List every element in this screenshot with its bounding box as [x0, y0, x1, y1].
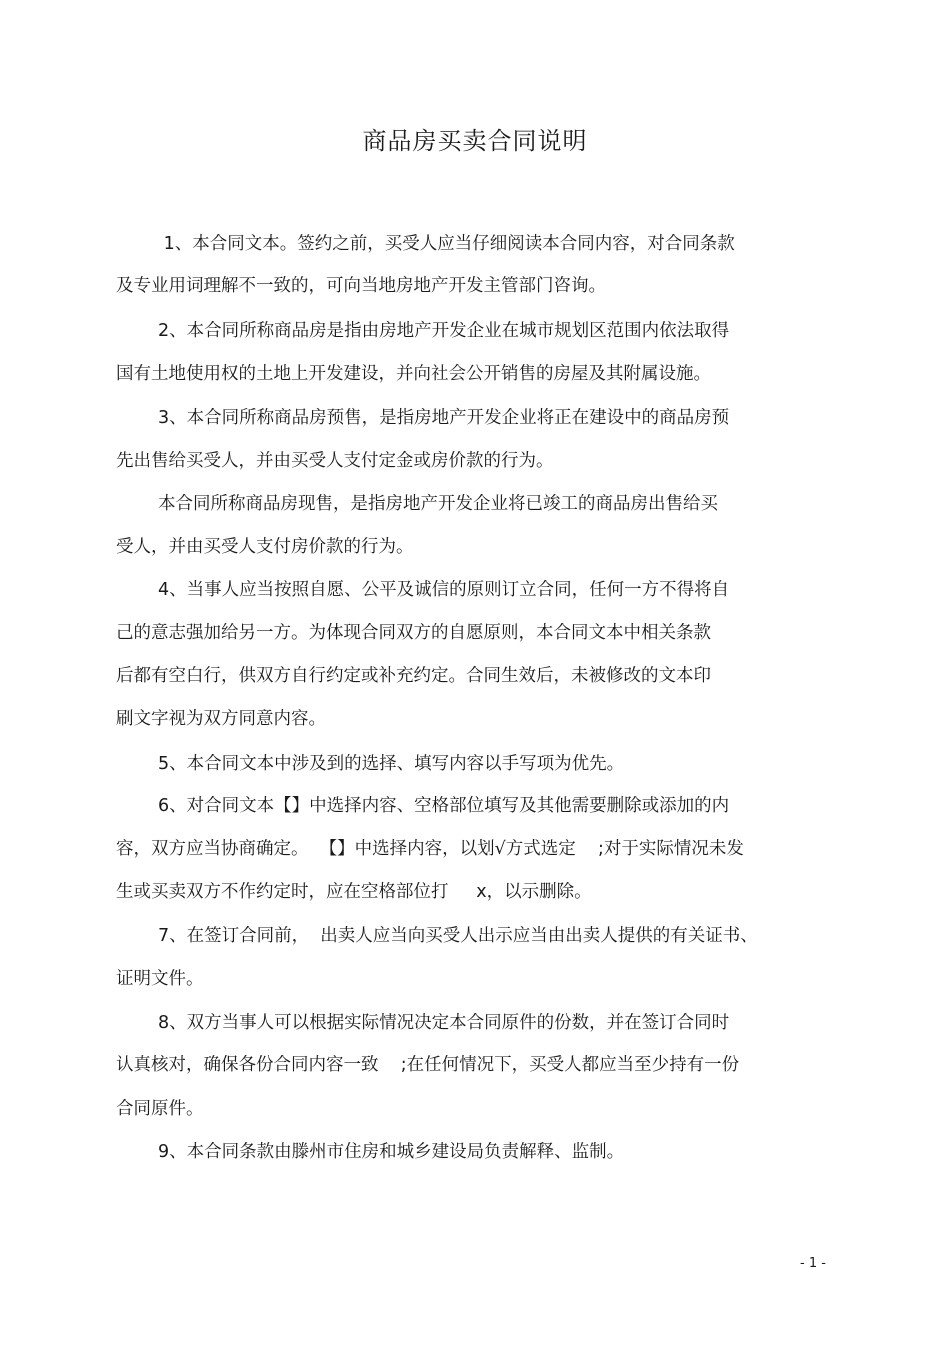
clause-3b-line-1: 本合同所称商品房现售，是指房地产开发企业将已竣工的商品房出售给买 — [158, 494, 718, 514]
clause-2-line-2: 国有土地使用权的土地上开发建设，并向社会公开销售的房屋及其附属设施。 — [116, 364, 711, 384]
clause-6-line-1: 6、对合同文本【】中选择内容、空格部位填写及其他需要删除或添加的内 — [158, 796, 730, 816]
clause-8-line-1: 8、双方当事人可以根据实际情况决定本合同原件的份数，并在签订合同时 — [158, 1013, 730, 1033]
clause-2-line-1: 2、本合同所称商品房是指由房地产开发企业在城市规划区范围内依法取得 — [158, 321, 730, 341]
clause-1-line-1: 1、本合同文本。签约之前，买受人应当仔细阅读本合同内容，对合同条款 — [158, 234, 735, 254]
document-title: 商品房买卖合同说明 — [362, 127, 588, 155]
clause-8-line-2: 认真核对，确保各份合同内容一致 ;在任何情况下，买受人都应当至少持有一份 — [116, 1055, 740, 1075]
clause-5-line-1: 5、本合同文本中涉及到的选择、填写内容以手写项为优先。 — [158, 754, 625, 774]
clause-3b-line-2: 受人，并由买受人支付房价款的行为。 — [116, 537, 414, 557]
clause-9-line-1: 9、本合同条款由滕州市住房和城乡建设局负责解释、监制。 — [158, 1142, 625, 1162]
clause-3-line-2: 先出售给买受人，并由买受人支付定金或房价款的行为。 — [116, 451, 554, 471]
clause-6-line-2: 容，双方应当协商确定。 【】中选择内容，以划√方式选定 ;对于实际情况未发 — [116, 839, 744, 859]
clause-7-line-1: 7、在签订合同前， 出卖人应当向买受人出示应当由出卖人提供的有关证书、 — [158, 926, 758, 946]
clause-7-line-2: 证明文件。 — [116, 969, 204, 989]
clause-8-line-3: 合同原件。 — [116, 1099, 204, 1119]
clause-3-line-1: 3、本合同所称商品房预售，是指房地产开发企业将正在建设中的商品房预 — [158, 408, 730, 428]
clause-1-line-2: 及专业用词理解不一致的，可向当地房地产开发主管部门咨询。 — [116, 276, 606, 296]
clause-4-line-1: 4、当事人应当按照自愿、公平及诚信的原则订立合同，任何一方不得将自 — [158, 580, 730, 600]
clause-4-line-4: 刷文字视为双方同意内容。 — [116, 709, 326, 729]
clause-4-line-3: 后都有空白行，供双方自行约定或补充约定。合同生效后，未被修改的文本印 — [116, 666, 711, 686]
clause-6-line-3: 生或买卖双方不作约定时，应在空格部位打 x，以示删除。 — [116, 882, 592, 902]
clause-4-line-2: 己的意志强加给另一方。为体现合同双方的自愿原则，本合同文本中相关条款 — [116, 623, 711, 643]
page-number: - 1 - — [800, 1256, 826, 1271]
